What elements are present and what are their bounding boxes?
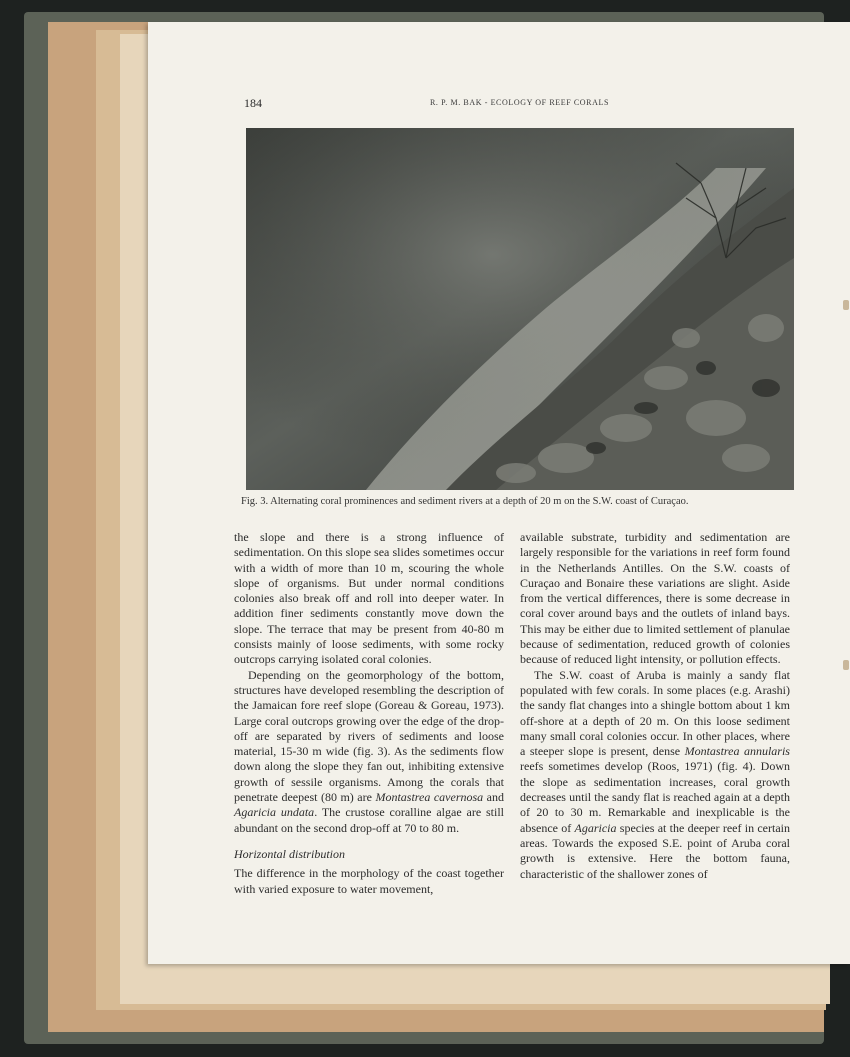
page-header	[244, 96, 794, 112]
coral-reef-photo	[246, 128, 794, 490]
page-number: 184	[244, 96, 262, 110]
left-paragraph-1: the slope and there is a strong influence of sedimentation. On this slope sea slides sometimes occur with a width of more than 10 m, scouring the whole slope of organisms. But under normal conditions colonies also break off and roll into deeper water. In addition finer sediments constantly move down the slope. The terrace that may be present from 40-80 m consists mainly of loose sediments, with some rocky outcrops carrying isolated coral colonies.	[234, 530, 504, 667]
left-paragraph-2: Depending on the geomorphology of the bottom, structures have developed resembling the description of the Jamaican fore reef slope (Goreau & Goreau, 1973). Large coral outcrops growing over the edge of the drop-off are separated by rivers of sediments and loose material, 15-30 m wide (fig. 3). As the sediments flow down along the slope they fan out, inhibiting extensive growth of sessile organisms. Among the corals that penetrate deepest (80 m) are Montastrea cavernosa and Agaricia undata. The crustose coralline algae are still abundant on the second drop-off at 70 to 80 m.	[234, 667, 505, 835]
right-column	[520, 530, 790, 882]
punch-hole	[843, 660, 849, 670]
species-name: Agaricia	[574, 820, 617, 835]
section-subheading: Horizontal distribution	[234, 846, 346, 861]
right-paragraph-1: available substrate, turbidity and sedimentation are largely responsible for the variations in reef form found in the Netherlands Antilles. On the S.W. coasts of Curaçao and Bonaire these variations are slight. Aside from the vertical differences, there is some decrease in coral cover around bays and the outlets of inland bays. This may be either due to limited settlement of planulae because of sedimentation, reduced growth of colonies because of reduced light intensity, or pollution effects.	[520, 530, 790, 667]
figure-caption: Fig. 3. Alternating coral prominences and sediment rivers at a depth of 20 m on the S.W. coast of Curaçao.	[241, 496, 689, 507]
species-name: Agaricia undata	[234, 805, 315, 820]
figure-photo	[246, 128, 794, 490]
running-head: R. P. M. BAK - ECOLOGY OF REEF CORALS	[430, 98, 610, 107]
left-column	[234, 530, 504, 897]
species-name: Montastrea cavernosa	[375, 790, 484, 805]
right-paragraph-2: The S.W. coast of Aruba is mainly a sandy flat populated with few corals. In some places (e.g. Arashi) the sandy flat changes into a shingle bottom about 1 km off-shore at a depth of 20 m. On this loose sediment many small coral colonies occur. In other places, where a steeper slope is present, dense Montastrea annularis reefs sometimes develop (Roos, 1971) (fig. 4). Down the slope as sedimentation increases, coral growth decreases until the sandy flat is reached again at a depth of 20 to 30 m. Remarkable and inexplicable is the absence of Agaricia species at the deeper reef in certain areas. Towards the exposed S.E. point of Aruba coral growth is extensive. Here the bottom fauna, characteristic of the shallower zones of	[520, 667, 790, 881]
left-paragraph-3: The difference in the morphology of the coast together with varied exposure to water movement,	[234, 866, 504, 896]
punch-hole	[843, 300, 849, 310]
book-page	[148, 22, 850, 964]
species-name: Montastrea annularis	[684, 744, 790, 759]
